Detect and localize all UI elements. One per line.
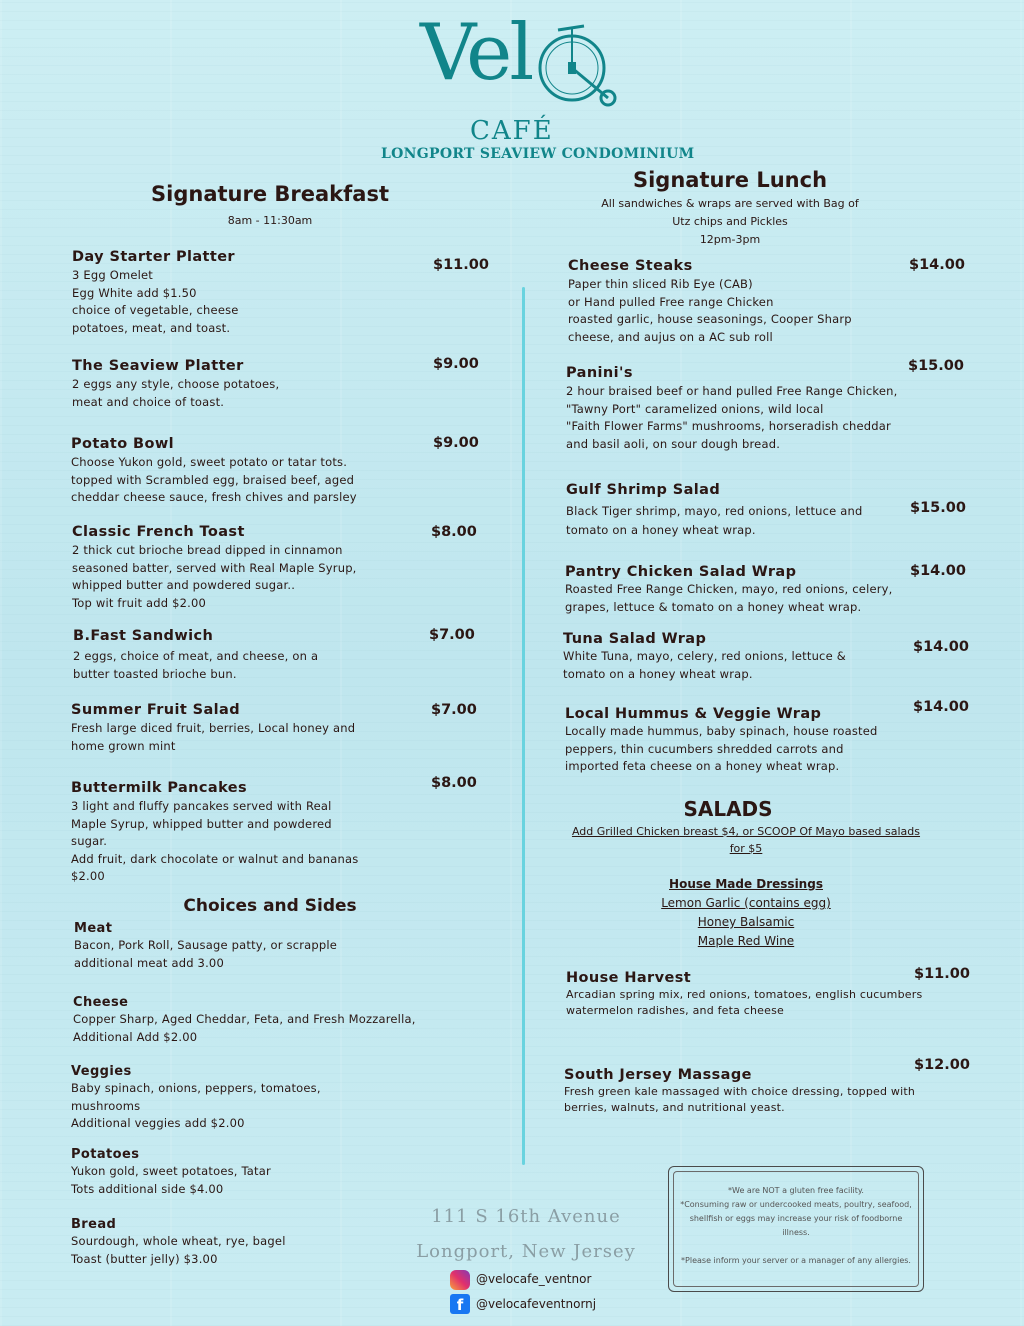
side-description: Sourdough, whole wheat, rye, bagel Toast (butter jelly) $3.00 <box>71 1234 286 1266</box>
side-bread <box>71 1217 286 1268</box>
menu-item-house-harvest <box>566 970 922 1019</box>
item-price: $11.00 <box>914 966 970 982</box>
menu-item-tuna-salad-wrap <box>563 631 846 683</box>
lunch-note: Utz chips and Pickles <box>672 215 788 228</box>
item-description: Arcadian spring mix, red onions, tomatoes, english cucumbers watermelon radishes, and feta cheese <box>566 988 923 1017</box>
logo-cafe: CAFÉ <box>470 116 554 146</box>
logo-subtitle: LONGPORT SEAVIEW CONDOMINIUM <box>381 146 695 162</box>
item-price: $8.00 <box>431 524 477 540</box>
sides-title: Choices and Sides <box>183 896 357 916</box>
side-description: Baby spinach, onions, peppers, tomatoes, mushrooms Additional veggies add $2.00 <box>71 1081 321 1130</box>
breakfast-title: Signature Breakfast <box>151 182 389 206</box>
item-price: $14.00 <box>910 563 966 579</box>
item-name: Classic French Toast <box>72 524 245 540</box>
menu-item-cheese-steaks <box>568 258 852 346</box>
item-price: $8.00 <box>431 775 477 791</box>
item-description: Paper thin sliced Rib Eye (CAB) or Hand pulled Free range Chicken roasted garlic, house seasonings, Cooper Sharp cheese, and aujus on a AC sub roll <box>568 277 852 344</box>
dressing-option: Maple Red Wine <box>697 934 795 948</box>
facebook-handle[interactable]: @velocafeventnornj <box>476 1297 597 1311</box>
item-price: $14.00 <box>913 639 969 655</box>
menu-item-potato-bowl <box>71 436 357 507</box>
item-description: 2 hour braised beef or hand pulled Free Range Chicken, "Tawny Port" caramelized onions, wild local "Faith Flower Farms" mushrooms, horseradish cheddar and basil aoli, on sour dough bread. <box>566 384 898 451</box>
side-name: Meat <box>74 921 113 936</box>
item-name: Panini's <box>566 365 633 381</box>
item-price: $7.00 <box>429 627 475 643</box>
side-name: Cheese <box>73 995 129 1010</box>
instagram-handle[interactable]: @velocafe_ventnor <box>476 1272 592 1286</box>
item-name: South Jersey Massage <box>564 1067 752 1083</box>
allergy-notice-box <box>668 1166 924 1292</box>
item-description: Fresh green kale massaged with choice dressing, topped with berries, walnuts, and nutritional yeast. <box>564 1085 916 1114</box>
item-price: $9.00 <box>433 356 479 372</box>
side-meat <box>74 921 337 972</box>
lunch-title: Signature Lunch <box>632 168 828 192</box>
item-price: $9.00 <box>433 435 479 451</box>
item-name: B.Fast Sandwich <box>73 628 214 644</box>
item-name: Buttermilk Pancakes <box>71 780 248 796</box>
item-name: Potato Bowl <box>71 436 175 452</box>
menu-item-south-jersey-massage <box>564 1067 915 1116</box>
side-potatoes <box>71 1147 271 1198</box>
lunch-note: All sandwiches & wraps are served with Bag of <box>601 197 859 210</box>
item-price: $15.00 <box>910 500 966 516</box>
menu-item-pancakes <box>71 780 358 886</box>
menu-item-bfast-sandwich <box>73 628 318 683</box>
menu-item-day-starter <box>72 249 239 337</box>
item-description: Locally made hummus, baby spinach, house roasted peppers, thin cucumbers shredded carrots and imported feta cheese on a honey wheat wrap. <box>565 724 878 773</box>
allergy-notice-text: *We are NOT a gluten free facility. *Consuming raw or undercooked meats, poultry, seafood, shellfish or eggs may increase your risk of foodborne illness. *Please inform your server or a manager of any allergies. <box>673 1171 919 1287</box>
logo-wordmark: Vel <box>420 8 532 98</box>
item-name: Tuna Salad Wrap <box>563 631 707 647</box>
dressing-option: Lemon Garlic (contains egg) <box>661 896 831 910</box>
item-price: $15.00 <box>908 358 964 374</box>
lunch-hours: 12pm-3pm <box>699 233 761 246</box>
menu-item-french-toast <box>72 524 357 612</box>
dressing-option: Honey Balsamic <box>697 915 795 929</box>
side-name: Veggies <box>71 1064 132 1079</box>
item-description: Choose Yukon gold, sweet potato or tatar tots. topped with Scrambled egg, braised beef, aged cheddar cheese sauce, fresh chives and parsley <box>71 455 357 504</box>
bicycle-icon <box>528 22 620 110</box>
item-description: 3 light and fluffy pancakes served with Real Maple Syrup, whipped butter and powdered sugar. Add fruit, dark chocolate or walnut and bananas $2.00 <box>71 799 359 883</box>
side-veggies <box>71 1064 321 1133</box>
item-description: 2 eggs, choice of meat, and cheese, on a butter toasted brioche bun. <box>73 649 319 681</box>
item-description: White Tuna, mayo, celery, red onions, lettuce & tomato on a honey wheat wrap. <box>563 649 846 681</box>
item-price: $14.00 <box>909 257 965 273</box>
item-description: 2 eggs any style, choose potatoes, meat and choice of toast. <box>72 377 280 409</box>
menu-item-fruit-salad <box>71 702 355 755</box>
facebook-icon: f <box>450 1294 470 1314</box>
menu-item-gulf-shrimp <box>566 482 863 540</box>
item-name: Local Hummus & Veggie Wrap <box>565 706 822 722</box>
item-price: $12.00 <box>914 1057 970 1073</box>
item-name: House Harvest <box>566 970 692 986</box>
item-description: 3 Egg Omelet Egg White add $1.50 choice of vegetable, cheese potatoes, meat, and toast. <box>72 268 239 335</box>
breakfast-hours: 8am - 11:30am <box>227 214 313 227</box>
side-name: Potatoes <box>71 1147 140 1162</box>
item-name: Day Starter Platter <box>72 249 235 265</box>
menu-item-hummus-wrap <box>565 706 878 776</box>
item-price: $11.00 <box>433 257 489 273</box>
item-price: $14.00 <box>913 699 969 715</box>
salads-addon: for $5 <box>729 842 763 855</box>
instagram-icon <box>450 1270 470 1290</box>
column-divider <box>522 287 525 1165</box>
menu-item-chicken-salad-wrap <box>565 564 893 616</box>
item-name: Summer Fruit Salad <box>71 702 240 718</box>
side-cheese <box>73 995 416 1046</box>
item-name: Cheese Steaks <box>568 258 693 274</box>
side-name: Bread <box>71 1217 117 1232</box>
side-description: Bacon, Pork Roll, Sausage patty, or scrapple additional meat add 3.00 <box>74 938 338 970</box>
item-name: Pantry Chicken Salad Wrap <box>565 564 797 580</box>
salads-addon: Add Grilled Chicken breast $4, or SCOOP Of Mayo based salads <box>571 825 921 838</box>
salads-title: SALADS <box>683 797 773 821</box>
item-name: The Seaview Platter <box>72 358 244 374</box>
address-street: 111 S 16th Avenue <box>431 1206 621 1227</box>
item-price: $7.00 <box>431 702 477 718</box>
item-description: Black Tiger shrimp, mayo, red onions, lettuce and tomato on a honey wheat wrap. <box>566 504 863 537</box>
item-description: 2 thick cut brioche bread dipped in cinnamon seasoned batter, served with Real Maple Syrup, whipped butter and powdered sugar.. Top wit fruit add $2.00 <box>72 543 357 610</box>
item-description: Fresh large diced fruit, berries, Local honey and home grown mint <box>71 721 356 753</box>
dressings-heading: House Made Dressings <box>669 877 823 891</box>
item-name: Gulf Shrimp Salad <box>566 482 721 498</box>
side-description: Yukon gold, sweet potatoes, Tatar Tots additional side $4.00 <box>71 1164 271 1196</box>
address-city: Longport, New Jersey <box>416 1241 636 1262</box>
side-description: Copper Sharp, Aged Cheddar, Feta, and Fresh Mozzarella, Additional Add $2.00 <box>73 1012 416 1044</box>
item-description: Roasted Free Range Chicken, mayo, red onions, celery, grapes, lettuce & tomato on a honey wheat wrap. <box>565 582 893 614</box>
menu-item-paninis <box>566 365 898 453</box>
menu-item-seaview-platter <box>72 358 279 411</box>
